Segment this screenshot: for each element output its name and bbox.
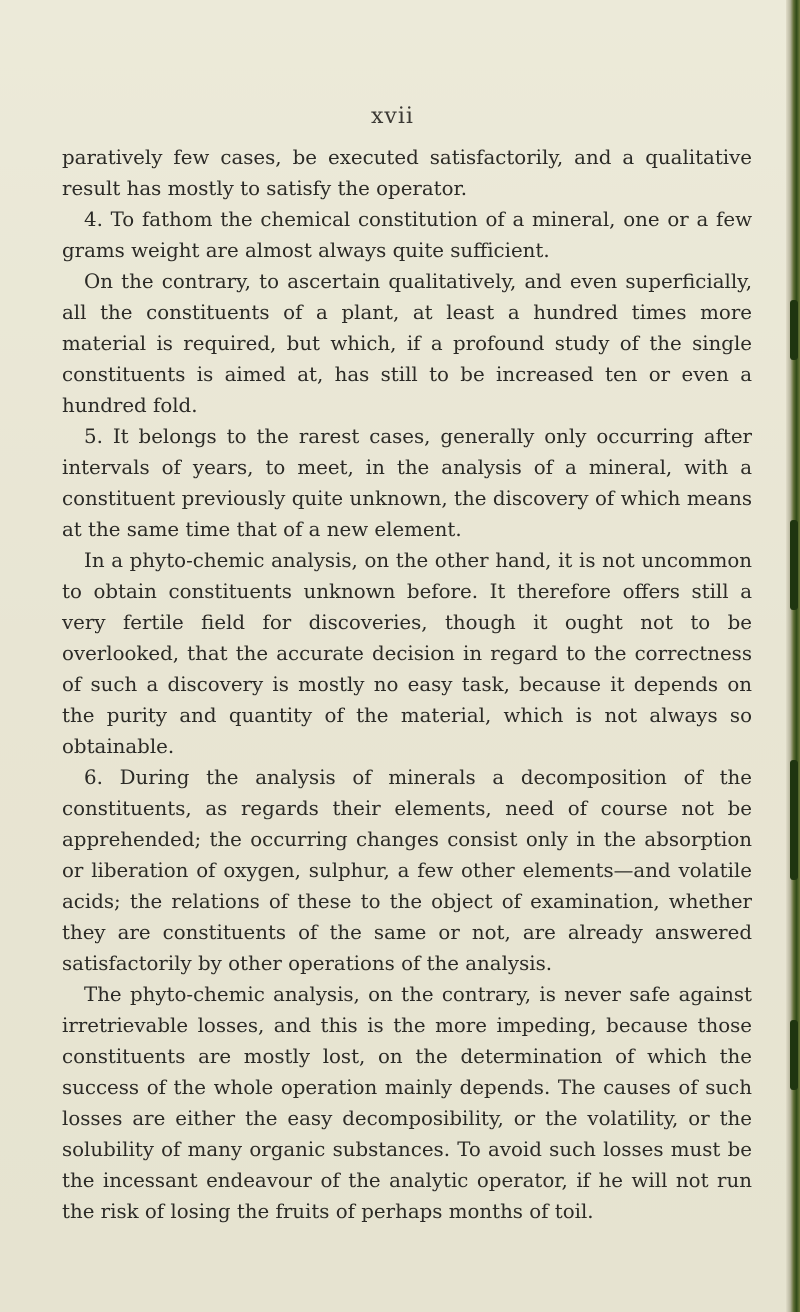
paragraph-point-5: 5. It belongs to the rarest cases, generally only occurring after intervals of years, to meet, in the analysis of a mineral, with a constituent previously quite unknown, the discovery of which means at the same time that of a new element.	[62, 425, 752, 541]
paragraph-continuation: paratively few cases, be executed satisfactorily, and a qualitative result has mostly to satisfy the operator.	[62, 146, 752, 200]
edge-stain	[790, 1020, 798, 1090]
paragraph-point-6: 6. During the analysis of minerals a decomposition of the constituents, as regards their elements, need of course not be apprehended; the occurring changes consist only in the absorption or liberation of oxygen, sulphur, a few other elements—and volatile acids; the relations of these to the object of examination, whether they are constituents of the same or not, are already answered satisfactorily by other operations of the analysis.	[62, 766, 752, 975]
paragraph-point-5-contrast: In a phyto-chemic analysis, on the other hand, it is not uncommon to obtain constituents unknown before. It therefore offers still a very fertile field for discoveries, though it ought not to be overlooked, that the accurate decision in regard to the correctness of such a discovery is mostly no easy task, because it depends on the purity and quantity of the material, which is not always so obtainable.	[62, 549, 752, 758]
edge-stain	[790, 300, 798, 360]
page-body-text	[62, 142, 752, 1227]
edge-stain	[790, 760, 798, 880]
edge-stain	[790, 520, 798, 610]
paragraph-point-6-contrast: The phyto-chemic analysis, on the contrary, is never safe against irretrievable losses, and this is the more impeding, because those constituents are mostly lost, on the determination of which the success of the whole operation mainly depends. The causes of such losses are either the easy decomposibility, or the volatility, or the solubility of many organic substances. To avoid such losses must be the incessant endeavour of the analytic operator, if he will not run the risk of losing the fruits of perhaps months of toil.	[62, 983, 752, 1223]
paragraph-point-4-contrast: On the contrary, to ascertain qualitatively, and even superficially, all the constituents of a plant, at least a hundred times more material is required, but which, if a profound study of the single constituents is aimed at, has still to be increased ten or even a hundred fold.	[62, 270, 752, 417]
page-number: xvii	[371, 104, 414, 129]
page-edge-binding	[786, 0, 800, 1312]
paragraph-point-4: 4. To fathom the chemical constitution of a mineral, one or a few grams weight are almost always quite sufficient.	[62, 208, 752, 262]
